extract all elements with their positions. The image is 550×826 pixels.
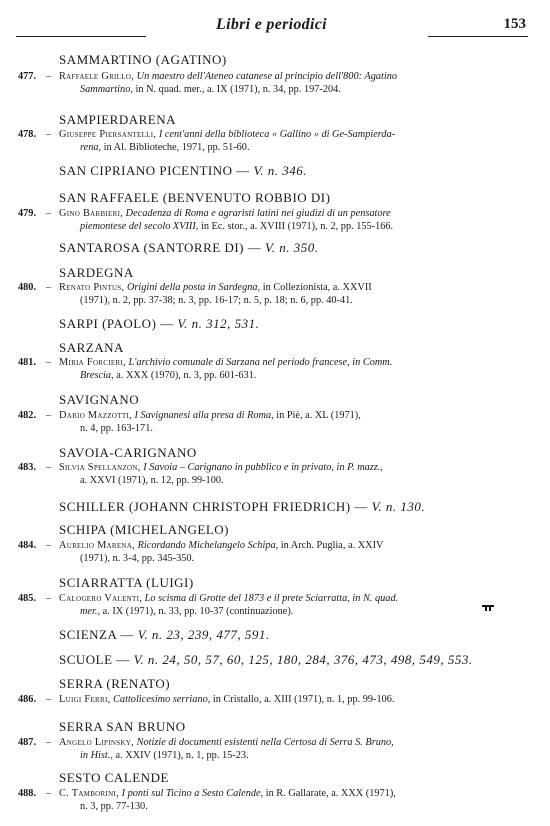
entry-dash: – [46, 593, 52, 604]
entry-dash: – [46, 462, 52, 473]
entry-author: Dario Mazzotti, [59, 410, 132, 421]
heading-text: SANTAROSA (SANTORRE DI) — [59, 240, 262, 255]
entry-dash: – [46, 737, 52, 748]
entry-author: Luigi Ferri, [59, 694, 111, 705]
cross-reference: V. n. 130. [371, 499, 426, 514]
entry-title: I ponti sul Ticino a Sesto Calende, [121, 788, 264, 799]
section-heading [59, 190, 330, 206]
entry-dash: – [46, 129, 52, 140]
entry-title-cont: Sammartino, [80, 84, 133, 95]
entry-line-1 [59, 70, 509, 83]
entry-citation: in N. quad. mer., a. IX (1971), n. 34, pp. 197-204. [135, 84, 341, 95]
entry-line-2 [80, 749, 249, 762]
entry-author: Giuseppe Piersantelli, [59, 129, 157, 140]
entry-citation: in P. mazz., [336, 462, 383, 473]
heading-text: SCIARRATTA (LUIGI) [59, 575, 194, 590]
entry-citation: in Arch. Puglia, a. XXIV [280, 540, 384, 551]
entry-line-2 [80, 605, 293, 618]
cross-reference: V. n. 24, 50, 57, 60, 125, 180, 284, 376, 473, 498, 549, 553. [133, 652, 473, 667]
entry-title: L'archivio comunale di Sarzana nel periodo francese, [128, 357, 350, 368]
heading-text: SAMPIERDARENA [59, 112, 177, 127]
section-heading [59, 52, 227, 68]
heading-text: SAVIGNANO [59, 392, 140, 407]
entry-number: 483. [18, 462, 37, 473]
heading-text: SARPI (PAOLO) — [59, 316, 174, 331]
section-heading [59, 445, 197, 461]
heading-text: SERRA (RENATO) [59, 676, 171, 691]
entry-dash: – [46, 694, 52, 705]
entry-line-1 [59, 693, 509, 706]
entry-number: 482. [18, 410, 37, 421]
heading-text: SCIENZA — [59, 627, 134, 642]
section-heading [59, 112, 176, 128]
section-heading [59, 575, 194, 591]
entry-title-cont: rena, [80, 142, 102, 153]
entry-number: 488. [18, 788, 37, 799]
heading-text: SAN CIPRIANO PICENTINO — [59, 163, 250, 178]
section-heading [59, 652, 473, 668]
section-heading [59, 499, 425, 515]
entry-line-1 [59, 409, 509, 422]
entry-dash: – [46, 540, 52, 551]
entry-number: 486. [18, 694, 37, 705]
header-rule-right [428, 36, 528, 37]
entry-line-2 [80, 552, 194, 565]
entry-number: 478. [18, 129, 37, 140]
section-heading [59, 163, 307, 179]
header-rule-left [16, 36, 146, 37]
entry-line-1 [59, 281, 509, 294]
heading-text: SESTO CALENDE [59, 770, 169, 785]
entry-number: 484. [18, 540, 37, 551]
entry-line-2 [80, 369, 256, 382]
entry-line-2 [80, 800, 148, 813]
entry-line-1 [59, 128, 509, 141]
entry-citation-cont: a. XXX (1970), n. 3, pp. 601-631. [116, 370, 257, 381]
entry-citation: in Ec. stor., a. XVIII (1971), n. 2, pp. 155-166. [200, 221, 394, 232]
heading-text: SAVOIA-CARIGNANO [59, 445, 197, 460]
entry-line-2 [80, 474, 224, 487]
entry-author: Renato Pintus, [59, 282, 125, 293]
entry-title: Lo scisma di Grotte del 1873 e il prete Sciarratta, [144, 593, 350, 604]
section-heading [59, 676, 170, 692]
running-header [16, 14, 528, 38]
heading-text: SAN RAFFAELE (BENVENUTO ROBBIO DI) [59, 190, 331, 205]
entry-number: 481. [18, 357, 37, 368]
entry-author: Raffaele Grillo, [59, 71, 135, 82]
entry-title: Cattolicesimo serriano, [113, 694, 211, 705]
entry-citation: in N. quad. [352, 593, 399, 604]
heading-text: SERRA SAN BRUNO [59, 719, 186, 734]
entry-line-1 [59, 461, 509, 474]
entry-citation-cont: n. 3, pp. 77-130. [80, 801, 148, 812]
heading-text: SARDEGNA [59, 265, 134, 280]
entry-line-2 [80, 294, 353, 307]
section-heading [59, 719, 186, 735]
entry-author: Gino Barbieri, [59, 208, 124, 219]
cross-reference: V. n. 346. [253, 163, 308, 178]
entry-number: 485. [18, 593, 37, 604]
running-title: Libri e periodici [216, 16, 327, 33]
entry-citation: in Piè, a. XL (1971), [276, 410, 361, 421]
section-heading [59, 316, 259, 332]
entry-line-2 [80, 220, 393, 233]
entry-author: Miria Forcieri, [59, 357, 126, 368]
entry-number: 480. [18, 282, 37, 293]
section-heading [59, 340, 124, 356]
entry-title-cont: piemontese del secolo XVIII, [80, 221, 199, 232]
entry-dash: – [46, 788, 52, 799]
entry-author: C. Tamborini, [59, 788, 119, 799]
entry-title: Origini della posta in Sardegna, [126, 282, 261, 293]
ink-blot-mark [482, 605, 494, 611]
entry-line-1 [59, 356, 509, 369]
entry-author: Calogero Valenti, [59, 593, 143, 604]
entry-dash: – [46, 71, 52, 82]
section-heading [59, 522, 229, 538]
entry-title: I Savoia – Carignano in pubblico e in privato, [143, 462, 334, 473]
entry-citation: in Al. Biblioteche, 1971, pp. 51-60. [103, 142, 250, 153]
entry-line-2 [80, 422, 153, 435]
section-heading [59, 627, 270, 643]
heading-text: SAMMARTINO (AGATINO) [59, 52, 227, 67]
entry-citation: in Cristallo, a. XIII (1971), n. 1, pp. 99-106. [212, 694, 395, 705]
cross-reference: V. n. 350. [265, 240, 319, 255]
cross-reference: V. n. 312, 531. [177, 316, 260, 331]
entry-citation-cont: a. IX (1971), n. 33, pp. 10-37 (continuazione). [102, 606, 294, 617]
entry-citation-cont: (1971), n. 2, pp. 37-38; n. 3, pp. 16-17; n. 5, p. 18; n. 6, pp. 40-41. [80, 295, 353, 306]
entry-number: 477. [18, 71, 37, 82]
entry-line-2 [80, 141, 250, 154]
entry-author: Silvia Spellanzon, [59, 462, 141, 473]
section-heading [59, 770, 169, 786]
page-number: 153 [503, 16, 526, 32]
heading-text: SCUOLE — [59, 652, 130, 667]
entry-author: Angelo Lipinsky, [59, 737, 135, 748]
entry-citation: in Comm. [352, 357, 393, 368]
section-heading [59, 265, 134, 281]
entry-title: Notizie di documenti esistenti nella Certosa di Serra S. Bruno, [136, 737, 394, 748]
entry-dash: – [46, 282, 52, 293]
entry-line-1 [59, 592, 509, 605]
cross-reference: V. n. 23, 239, 477, 591. [137, 627, 270, 642]
entry-line-1 [59, 787, 509, 800]
entry-number: 479. [18, 208, 37, 219]
entry-title: Un maestro dell'Ateneo catanese al principio dell'800: Agatino [136, 71, 398, 82]
entry-citation-cont: a. XXVI (1971), n. 12, pp. 99-100. [80, 475, 224, 486]
entry-citation-cont: a. XXIV (1971), n. 1, pp. 15-23. [115, 750, 249, 761]
entry-title-cont: in Hist., [80, 750, 113, 761]
heading-text: SCHILLER (JOHANN CHRISTOPH FRIEDRICH) — [59, 499, 368, 514]
entry-title-cont: mer., [80, 606, 101, 617]
entry-title: I cent'anni della biblioteca « Gallino » di Ge-Sampierda- [158, 129, 396, 140]
entry-line-1 [59, 539, 509, 552]
entry-title-cont: Brescia, [80, 370, 114, 381]
entry-dash: – [46, 410, 52, 421]
entry-number: 487. [18, 737, 37, 748]
entry-title: Decadenza di Roma e agraristi latini nei giudizi di un pensatore [125, 208, 391, 219]
section-heading [59, 240, 319, 256]
entry-title: Ricordando Michelangelo Schipa, [137, 540, 279, 551]
entry-citation-cont: n. 4, pp. 163-171. [80, 423, 153, 434]
entry-citation: in Collezionista, a. XXVII [262, 282, 372, 293]
entry-dash: – [46, 208, 52, 219]
entry-author: Aurelio Marena, [59, 540, 136, 551]
entry-citation-cont: (1971), n. 3-4, pp. 345-350. [80, 553, 195, 564]
entry-dash: – [46, 357, 52, 368]
entry-line-1 [59, 207, 509, 220]
heading-text: SCHIPA (MICHELANGELO) [59, 522, 229, 537]
entry-line-2 [80, 83, 341, 96]
entry-line-1 [59, 736, 509, 749]
heading-text: SARZANA [59, 340, 124, 355]
entry-citation: in R. Gallarate, a. XXX (1971), [265, 788, 396, 799]
section-heading [59, 392, 139, 408]
entry-title: I Savignanesi alla presa di Roma, [134, 410, 274, 421]
